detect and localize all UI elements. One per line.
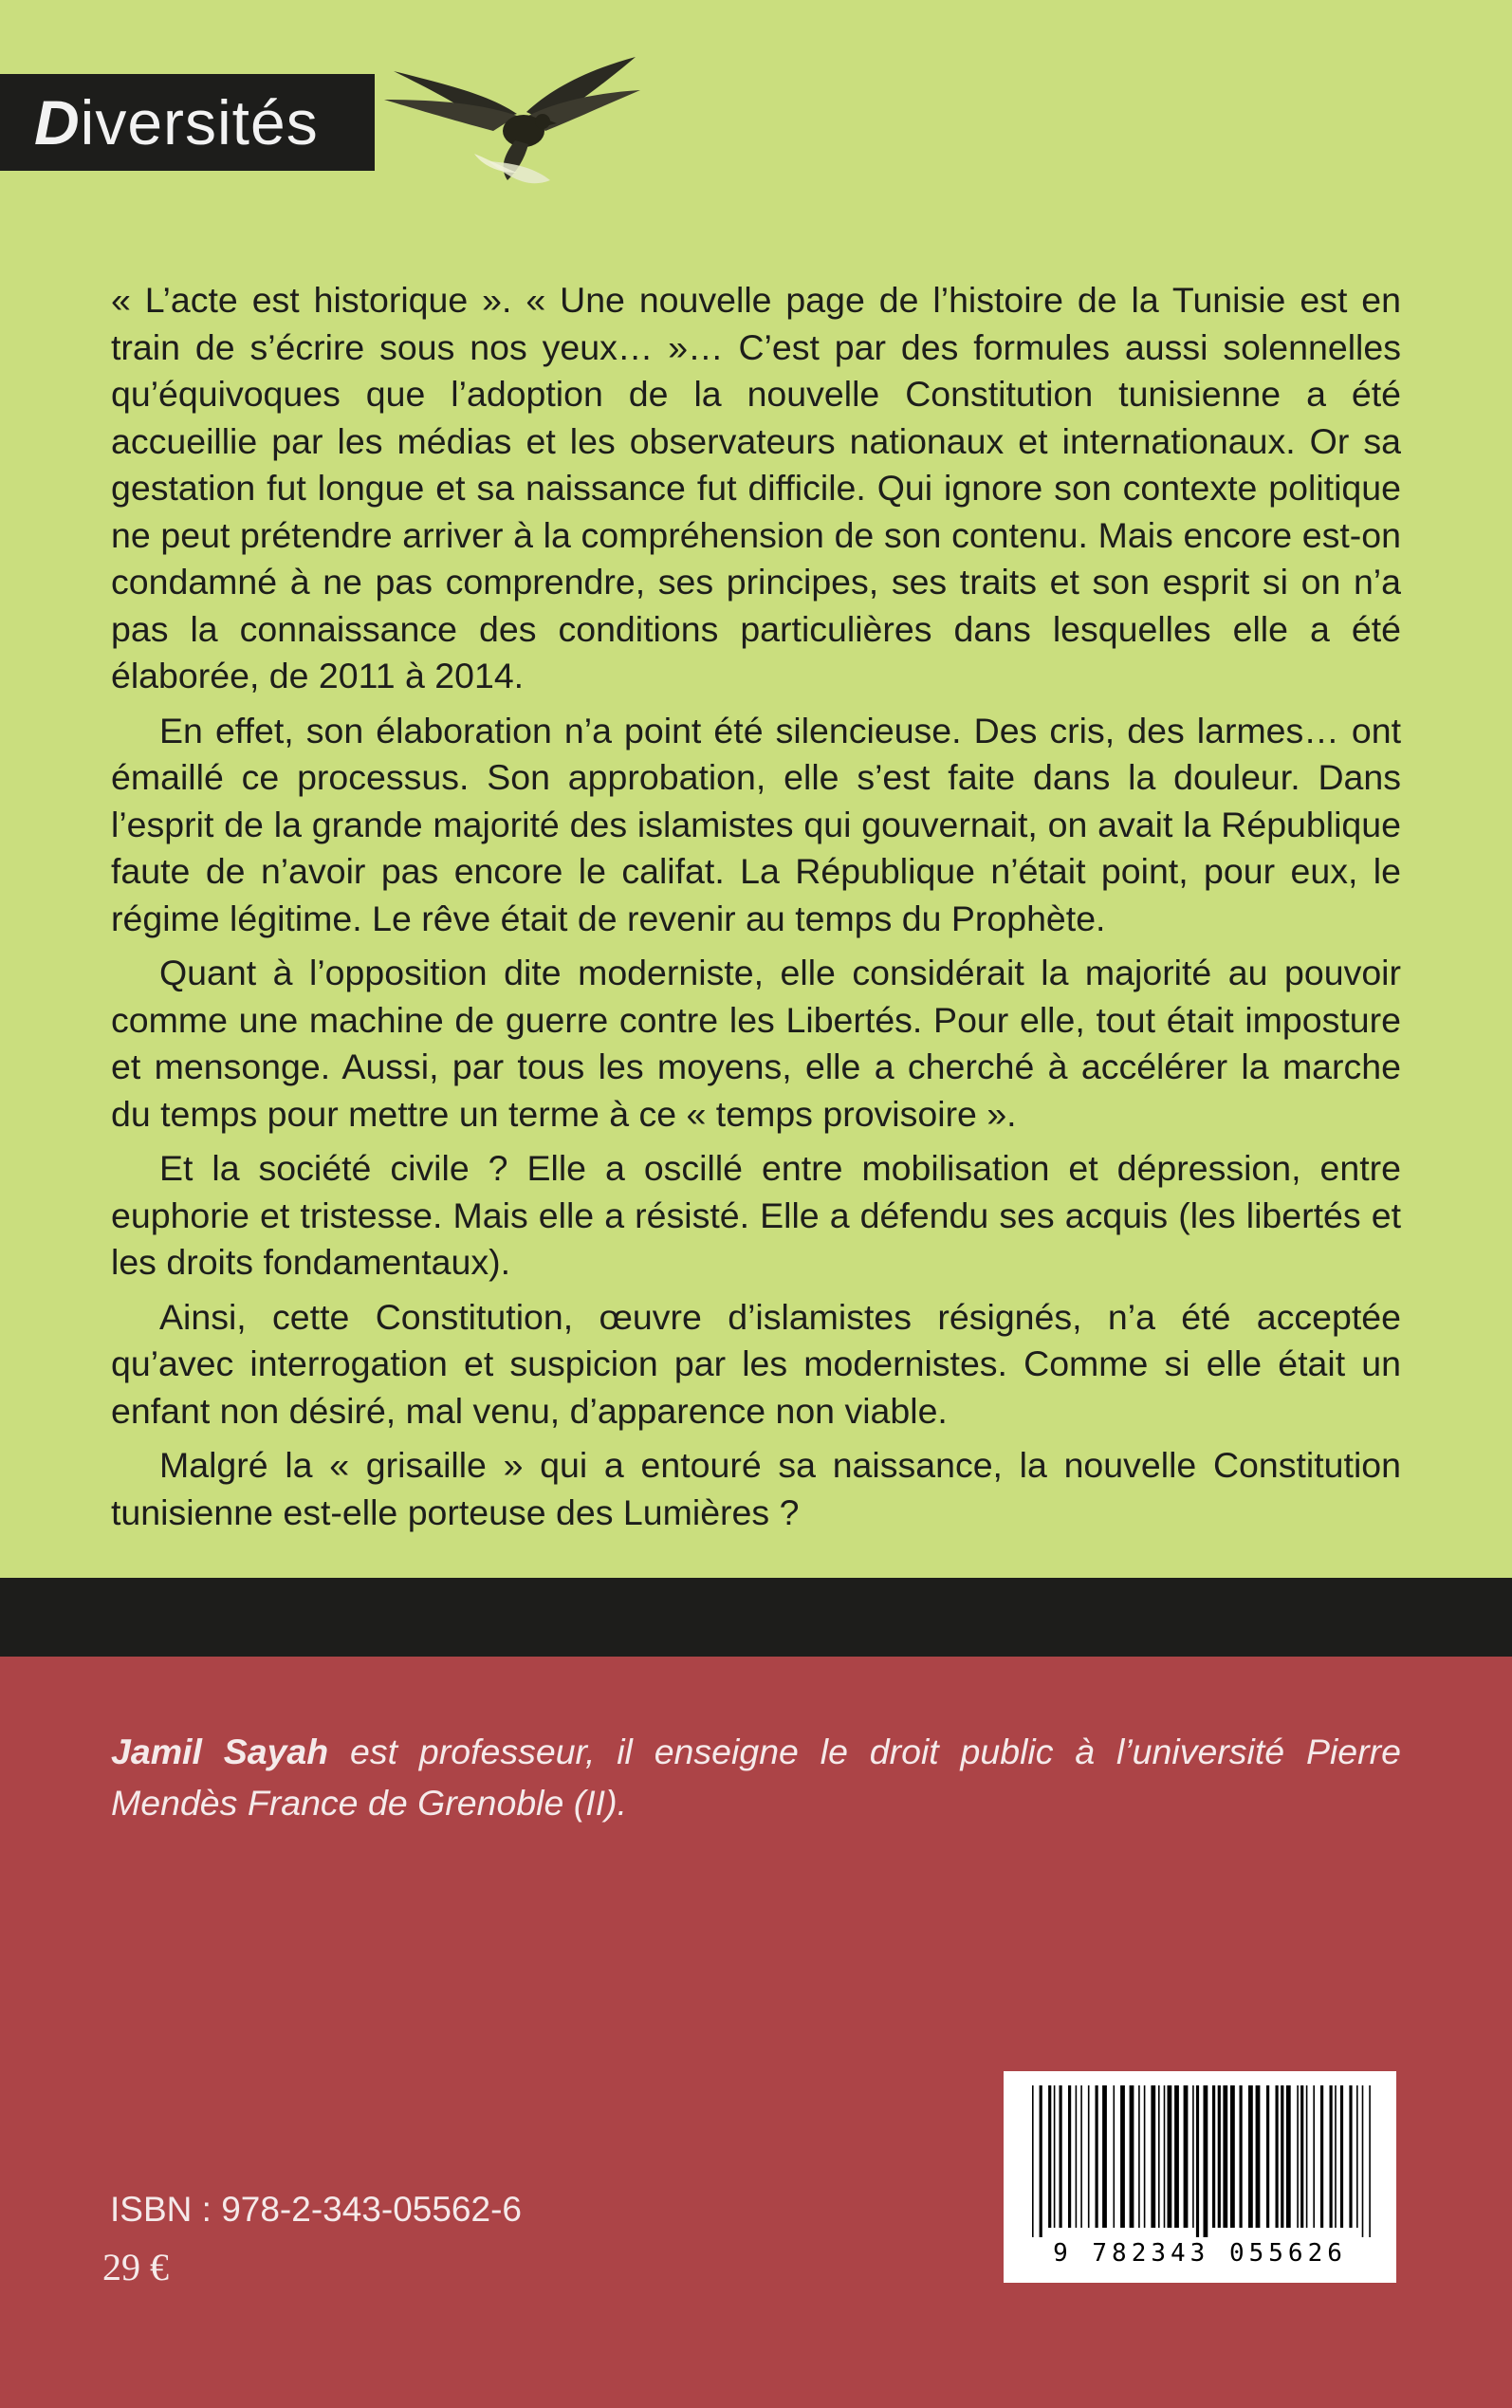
price: 29 € [102, 2246, 169, 2288]
black-divider-band [0, 1578, 1512, 1657]
barcode-bar [1230, 2085, 1235, 2228]
barcode-bar [1212, 2085, 1215, 2228]
barcode-bar [1048, 2085, 1051, 2228]
back-cover-blurb [111, 277, 1401, 1544]
barcode-bar [1240, 2085, 1243, 2228]
barcode-bar [1054, 2085, 1056, 2228]
barcode-bar [1076, 2085, 1078, 2228]
barcode-bar [1120, 2085, 1125, 2228]
blurb-paragraph: Malgré la « grisaille » qui a entouré sa naissance, la nouvelle Constitution tunisienne est-elle porteuse des Lumières ? [111, 1445, 1401, 1532]
barcode-bar [1144, 2085, 1146, 2228]
barcode-bar [1196, 2085, 1199, 2237]
barcode-bar [1096, 2085, 1098, 2228]
barcode-bar [1040, 2085, 1042, 2237]
barcode-bar [1138, 2085, 1140, 2228]
barcode-bar [1281, 2085, 1283, 2228]
barcode-bar [1218, 2085, 1221, 2228]
barcode-bar [1340, 2085, 1343, 2228]
barcode-bar [1335, 2085, 1337, 2228]
barcode-bars [1017, 2085, 1383, 2237]
barcode-bar [1330, 2085, 1333, 2228]
author-bio-text: est professeur, il enseigne le droit public à l’université Pierre Mendès France de Grenoble (II). [111, 1732, 1401, 1823]
barcode-bar [1174, 2085, 1179, 2228]
barcode-bar [1032, 2085, 1034, 2237]
author-name: Jamil Sayah [111, 1732, 329, 1771]
series-rest: iversités [80, 87, 319, 157]
barcode-bar [1276, 2085, 1279, 2228]
barcode-bar [1204, 2085, 1208, 2237]
barcode-bar [1306, 2085, 1308, 2228]
barcode-bar [1080, 2085, 1082, 2228]
barcode-bar [1320, 2085, 1323, 2228]
barcode-bar [1192, 2085, 1194, 2228]
barcode-bar [1300, 2085, 1303, 2228]
blurb-paragraph: Et la société civile ? Elle a oscillé entre mobilisation et dépression, entre euphorie et tristesse. Mais elle a résisté. Elle a défendu ses acquis (les libertés et les droits fondamentaux). [111, 1148, 1401, 1282]
barcode-bar [1184, 2085, 1189, 2228]
blurb-paragraph: En effet, son élaboration n’a point été silencieuse. Des cris, des larmes… ont émaillé ce processus. Son approbation, elle s’est faite dans la douleur. Dans l’esprit de la grande majorité des islamistes qui gouvernait, on avait la République faute de n’avoir pas encore le califat. La République n’était point, pour eux, le régime légitime. Le rêve était de revenir au temps du Prophète. [111, 710, 1401, 938]
barcode-bar [1164, 2085, 1166, 2228]
dove-icon [375, 47, 650, 199]
barcode-bar [1130, 2085, 1134, 2228]
barcode-bar [1313, 2085, 1315, 2228]
barcode-bar [1248, 2085, 1253, 2228]
blurb-paragraph: Ainsi, cette Constitution, œuvre d’islamistes résignés, n’a été acceptée qu’avec interrogation et suspicion par les modernistes. Comme si elle était un enfant non désiré, mal venu, d’apparence non viable. [111, 1296, 1401, 1431]
blurb-paragraph: « L’acte est historique ». « Une nouvelle page de l’histoire de la Tunisie est en train de s’écrire sous nos yeux… »… C’est par des formules aussi solennelles qu’équivoques que l’adoption de la nouvelle Constitution tunisienne a été accueillie par les médias et les observateurs nationaux et internationaux. Or sa gestation fut longue et sa naissance fut difficile. Qui ignore son contexte politique ne peut prétendre arriver à la compréhension de son contenu. Mais encore est-on condamné à ne pas comprendre, ses principes, ses traits et son esprit si on n’a pas la connaissance des conditions particulières dans lesquelles elle a été élaborée, de 2011 à 2014. [111, 280, 1401, 695]
barcode-bar [1158, 2085, 1160, 2228]
barcode-bar [1168, 2085, 1172, 2228]
barcode-bar [1362, 2085, 1364, 2237]
author-bio [111, 1726, 1401, 1828]
barcode-bar [1369, 2085, 1371, 2237]
barcode [1004, 2071, 1396, 2283]
isbn: ISBN : 978-2-343-05562-6 [110, 2190, 522, 2229]
series-first-letter: D [34, 87, 81, 157]
barcode-bar [1060, 2085, 1062, 2228]
barcode-bar [1286, 2085, 1291, 2228]
barcode-bar [1114, 2085, 1116, 2228]
barcode-bar [1256, 2085, 1261, 2228]
barcode-bar [1266, 2085, 1269, 2228]
barcode-bar [1088, 2085, 1090, 2228]
barcode-bar [1151, 2085, 1155, 2228]
barcode-bar [1297, 2085, 1299, 2228]
series-label [0, 74, 375, 171]
barcode-digits: 9 782343 055626 [1053, 2239, 1347, 2268]
barcode-bar [1356, 2085, 1358, 2228]
barcode-bar [1102, 2085, 1107, 2228]
blurb-paragraph: Quant à l’opposition dite moderniste, elle considérait la majorité au pouvoir comme une machine de guerre contre les Libertés. Pour elle, tout était imposture et mensonge. Aussi, par tous les moyens, elle a cherché à accélérer la marche du temps pour mettre un terme à ce « temps provisoire ». [111, 953, 1401, 1134]
barcode-bar [1349, 2085, 1352, 2228]
barcode-bar [1068, 2085, 1071, 2228]
barcode-bar [1223, 2085, 1227, 2228]
